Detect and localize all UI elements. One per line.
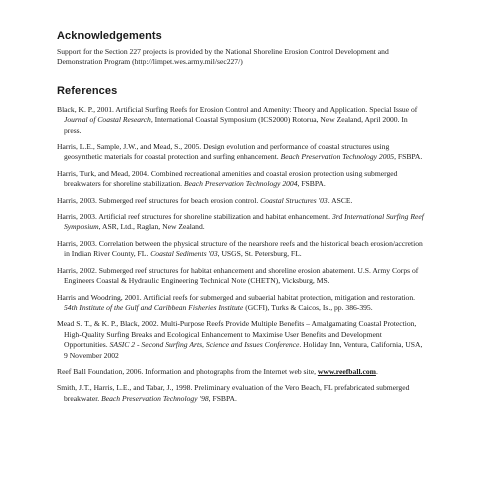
references-list [57,105,427,404]
reference-item: Harris, L.E., Sample, J.W., and Mead, S., 2005. Design evolution and performance of coastal structures using geosynthetic materials for coastal protection and surfing enhancement. Beach Preservation Technology 2005, FSBPA. [57,142,423,162]
reference-item: Smith, J.T., Harris, L.E., and Tabar, J., 1998. Preliminary evaluation of the Vero Beach, FL prefabricated submerged breakwater. Beach Preservation Technology '98, FSBPA. [57,383,410,403]
references-heading: References [57,84,118,97]
reference-item: Reef Ball Foundation, 2006. Information and photographs from the Internet web site, www.reefball.com. [57,366,378,376]
reference-item: Harris, 2002. Submerged reef structures for habitat enhancement and shoreline erosion abatement. U.S. Army Corps of Engineers Coastal & Hydraulic Engineering Technical Note (CHETN), Vicksburg, MS. [57,265,419,286]
reference-item: Harris and Woodring, 2001. Artificial reefs for submerged and subaerial habitat protection, mitigation and restoration. 54th Institute of the Gulf and Caribbean Fisheries Institute (GCFI), Turks & Caicos, Is., pp. 386-395. [57,292,416,312]
reference-item: Harris, 2003. Submerged reef structures for beach erosion control. Coastal Structures '03. ASCE. [57,195,353,205]
reference-item: Harris, Turk, and Mead, 2004. Combined recreational amenities and coastal erosion protection using submerged breakwaters for shoreline stabilization. Beach Preservation Technology 2004, FSBPA. [57,168,398,189]
reference-item: Harris, 2003. Correlation between the physical structure of the nearshore reefs and the historical beach erosion/accretion in Indian River County, FL. Coastal Sediments '03, USGS, St. Petersburg, FL. [57,238,423,259]
reference-item: Harris, 2003. Artificial reef structures for shoreline stabilization and habitat enhancement. 3rd International Surfing Reef Symposium, ASR, Ltd., Raglan, New Zealand. [57,212,424,232]
reefball-link[interactable]: www.reefball.com [317,366,376,376]
acknowledgements-text: Support for the Section 227 projects is provided by the National Shoreline Erosion Control Development and Demonstration Program (http://limpet.wes.army.mil/sec227/) [57,47,389,67]
reference-item: Mead S. T., & K. P., Black, 2002. Multi-Purpose Reefs Provide Multiple Benefits – Amalgamating Coastal Protection, High-Quality Surfing Breaks and Ecological Enhancement to Maximise User Benefits and Development Opportunities. SASIC 2 - Second Surfing Arts, Science and Issues Conference. Holiday Inn, Ventura, California, USA, 9 November 2002 [57,319,423,360]
reference-item: Black, K. P., 2001. Artificial Surfing Reefs for Erosion Control and Amenity: Theory and Application. Special Issue of Journal of Coastal Research, International Coastal Symposium (ICS2000) Rotorua, New Zealand, April 2000. In press. [57,104,418,135]
document-page [57,30,427,410]
acknowledgements-heading: Acknowledgements [57,30,162,42]
